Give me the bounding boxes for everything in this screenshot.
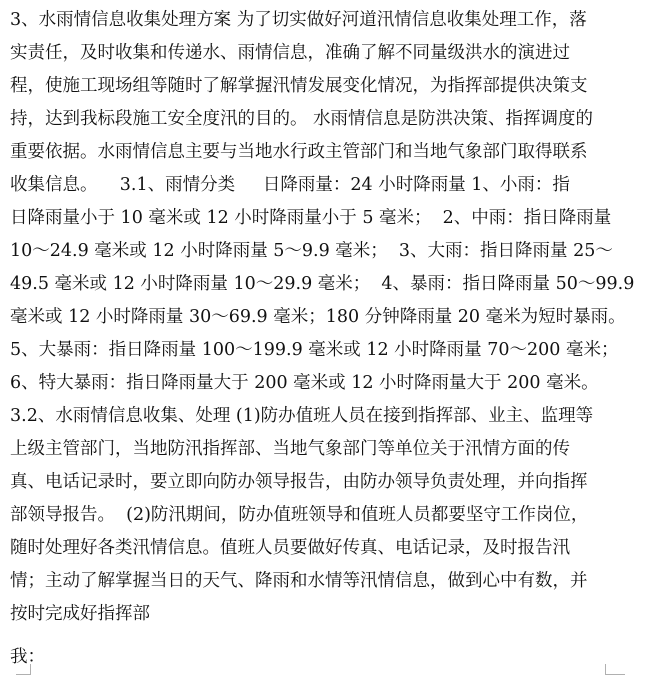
text-line: 6、特大暴雨：指日降雨量大于 200 毫米或 12 小时降雨量大于 200 毫米。 (10, 373, 599, 393)
text-line: 收集信息。 3.1、雨情分类 日降雨量：24 小时降雨量 1、小雨：指 (10, 175, 570, 195)
text-line: 重要依据。水雨情信息主要与当地水行政主管部门和当地气象部门取得联系 (10, 142, 588, 162)
text-line: 按时完成好指挥部 (10, 604, 150, 624)
closing-text: 我： (10, 647, 45, 667)
page-corner-mark-left (16, 664, 31, 674)
text-line: 情；主动了解掌握当日的天气、降雨和水情等汛情信息，做到心中有数，并 (10, 571, 588, 591)
text-line: 随时处理好各类汛情信息。值班人员要做好传真、电话记录，及时报告汛 (10, 538, 570, 558)
text-line: 真、电话记录时，要立即向防办领导报告，由防办领导负责处理，并向指挥 (10, 472, 588, 492)
text-line: 日降雨量小于 10 毫米或 12 小时降雨量小于 5 毫米； 2、中雨：指日降雨量 (10, 208, 612, 228)
text-line: 3、水雨情信息收集处理方案 为了切实做好河道汛情信息收集处理工作，落 (10, 10, 587, 30)
text-line: 实责任，及时收集和传递水、雨情信息，准确了解不同量级洪水的演进过 (10, 43, 570, 63)
text-line: 毫米或 12 小时降雨量 30～69.9 毫米；180 分钟降雨量 20 毫米为短时暴雨。 (10, 307, 626, 327)
text-line: 49.5 毫米或 12 小时降雨量 10～29.9 毫米； 4、暴雨：指日降雨量 50～99.9 (10, 274, 635, 294)
text-line: 程，使施工现场组等随时了解掌握汛情发展变化情况，为指挥部提供决策支 (10, 76, 588, 96)
text-line: 部领导报告。 (2)防汛期间，防办值班领导和值班人员都要坚守工作岗位， (10, 505, 589, 525)
page-corner-mark-right (605, 664, 620, 674)
text-line: 5、大暴雨：指日降雨量 100～199.9 毫米或 12 小时降雨量 70～200 毫米； (10, 340, 619, 360)
text-line: 10～24.9 毫米或 12 小时降雨量 5～9.9 毫米； 3、大雨：指日降雨量 25～ (10, 241, 613, 261)
text-line: 3.2、水雨情信息收集、处理 (1)防办值班人员在接到指挥部、业主、监理等 (10, 406, 594, 426)
page-corner-line-right (605, 674, 625, 675)
text-line: 上级主管部门，当地防汛指挥部、当地气象部门等单位关于汛情方面的传 (10, 439, 570, 459)
text-line: 持，达到我标段施工安全度汛的目的。 水雨情信息是防洪决策、指挥调度的 (10, 109, 594, 129)
page-corner-line-left (16, 674, 31, 675)
